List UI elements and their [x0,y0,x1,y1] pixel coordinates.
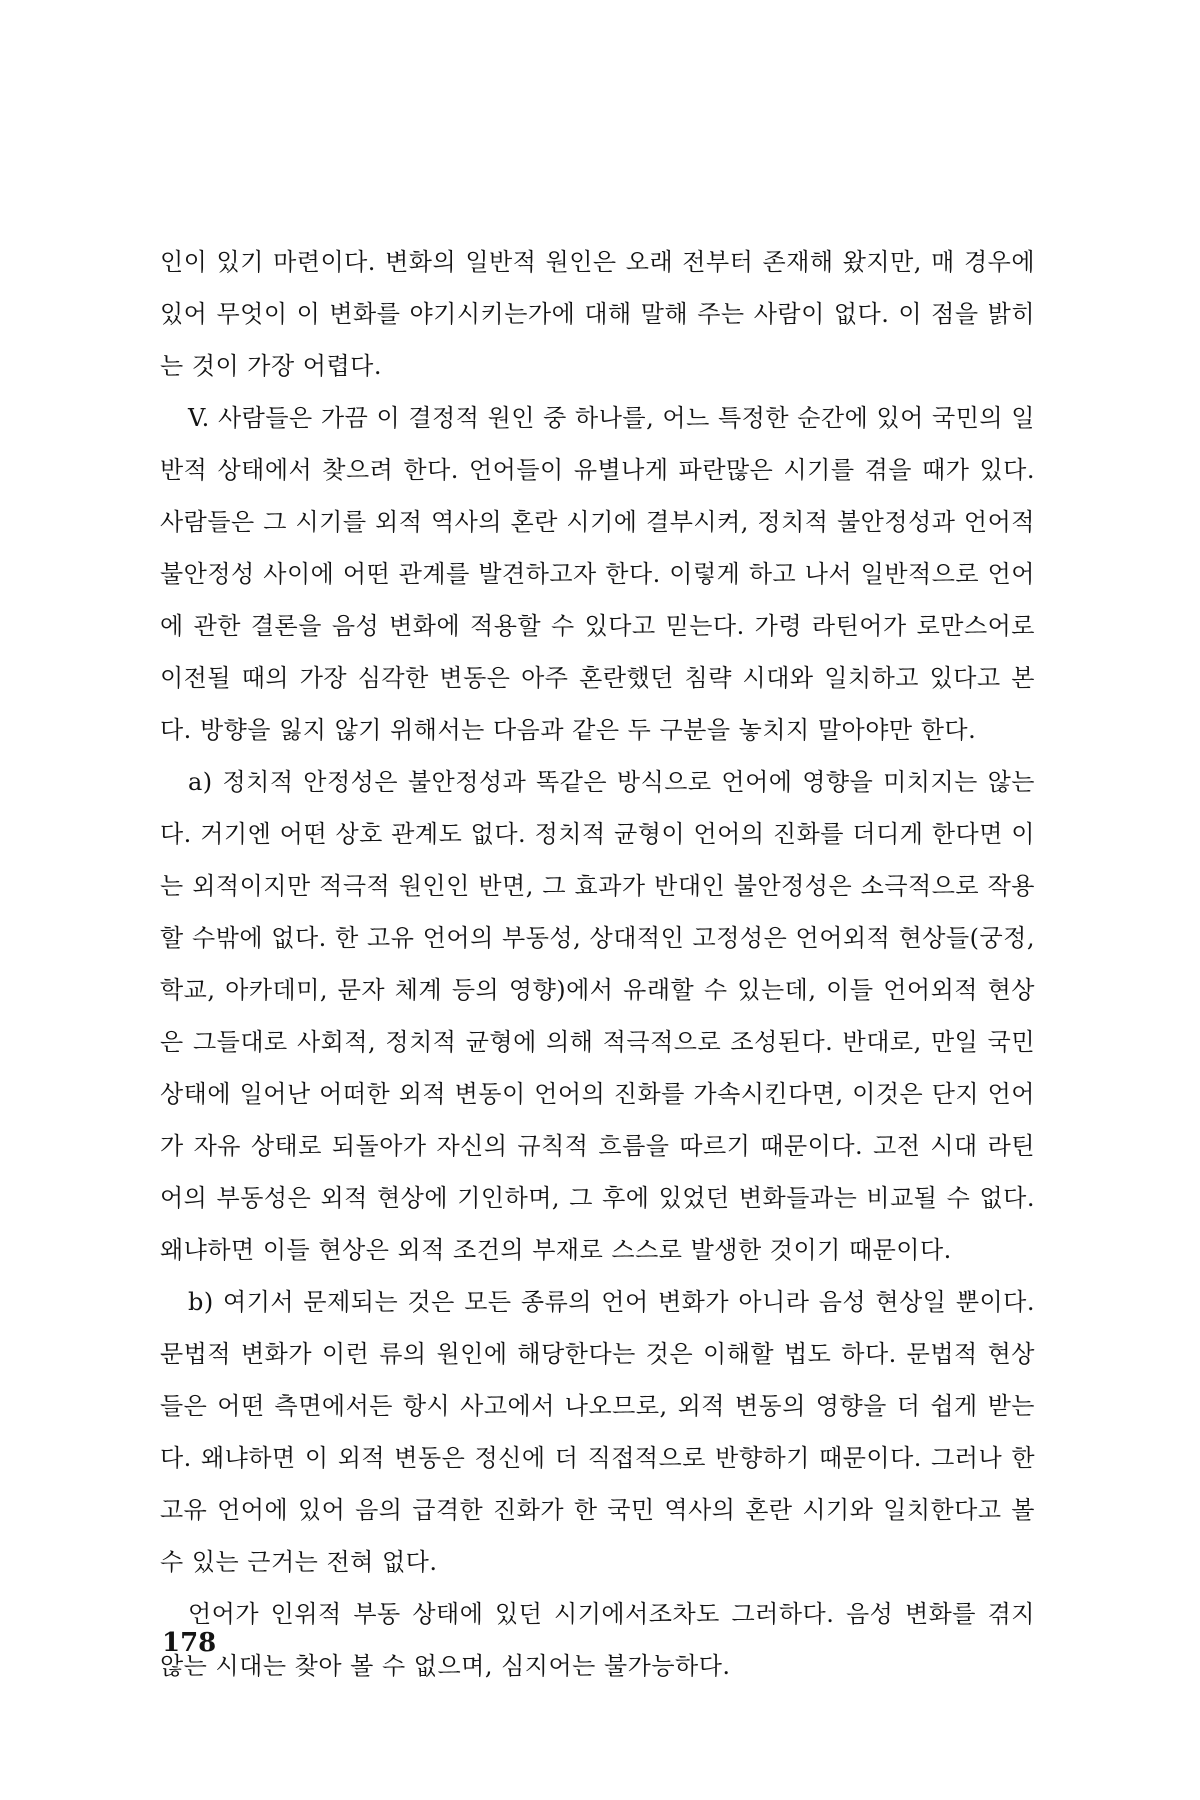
paragraph-closing: 언어가 인위적 부동 상태에 있던 시기에서조차도 그러하다. 음성 변화를 겪지 않는 시대는 찾아 볼 수 없으며, 심지어는 불가능하다. [160,1600,1035,1680]
body-text [160,236,1035,1692]
paragraph-continuation: 인이 있기 마련이다. 변화의 일반적 원인은 오래 전부터 존재해 왔지만, 매 경우에 있어 무엇이 이 변화를 야기시키는가에 대해 말해 주는 사람이 없다. 이 점을 밝히는 것이 가장 어렵다. [160,248,1035,380]
page-number: 178 [162,1628,217,1658]
paragraph-section-v: V. 사람들은 가끔 이 결정적 원인 중 하나를, 어느 특정한 순간에 있어 국민의 일반적 상태에서 찾으려 한다. 언어들이 유별나게 파란많은 시기를 겪을 때가 있다. 사람들은 그 시기를 외적 역사의 혼란 시기에 결부시켜, 정치적 불안정성과 언어적 불안정성 사이에 어떤 관계를 발견하고자 한다. 이렇게 하고 나서 일반적으로 언어에 관한 결론을 음성 변화에 적용할 수 있다고 믿는다. 가령 라틴어가 로만스어로 이전될 때의 가장 심각한 변동은 아주 혼란했던 침략 시대와 일치하고 있다고 본다. 방향을 잃지 않기 위해서는 다음과 같은 두 구분을 놓치지 말아야만 한다. [160,404,1035,744]
paragraph-point-b: b) 여기서 문제되는 것은 모든 종류의 언어 변화가 아니라 음성 현상일 뿐이다. 문법적 변화가 이런 류의 원인에 해당한다는 것은 이해할 법도 하다. 문법적 현상들은 어떤 측면에서든 항시 사고에서 나오므로, 외적 변동의 영향을 더 쉽게 받는다. 왜냐하면 이 외적 변동은 정신에 더 직접적으로 반향하기 때문이다. 그러나 한 고유 언어에 있어 음의 급격한 진화가 한 국민 역사의 혼란 시기와 일치한다고 볼 수 있는 근거는 전혀 없다. [160,1288,1035,1576]
paragraph-point-a: a) 정치적 안정성은 불안정성과 똑같은 방식으로 언어에 영향을 미치지는 않는다. 거기엔 어떤 상호 관계도 없다. 정치적 균형이 언어의 진화를 더디게 한다면 이는 외적이지만 적극적 원인인 반면, 그 효과가 반대인 불안정성은 소극적으로 작용할 수밖에 없다. 한 고유 언어의 부동성, 상대적인 고정성은 언어외적 현상들(궁정, 학교, 아카데미, 문자 체계 등의 영향)에서 유래할 수 있는데, 이들 언어외적 현상은 그들대로 사회적, 정치적 균형에 의해 적극적으로 조성된다. 반대로, 만일 국민 상태에 일어난 어떠한 외적 변동이 언어의 진화를 가속시킨다면, 이것은 단지 언어가 자유 상태로 되돌아가 자신의 규칙적 흐름을 따르기 때문이다. 고전 시대 라틴어의 부동성은 외적 현상에 기인하며, 그 후에 있었던 변화들과는 비교될 수 없다. 왜냐하면 이들 현상은 외적 조건의 부재로 스스로 발생한 것이기 때문이다. [160,768,1035,1264]
